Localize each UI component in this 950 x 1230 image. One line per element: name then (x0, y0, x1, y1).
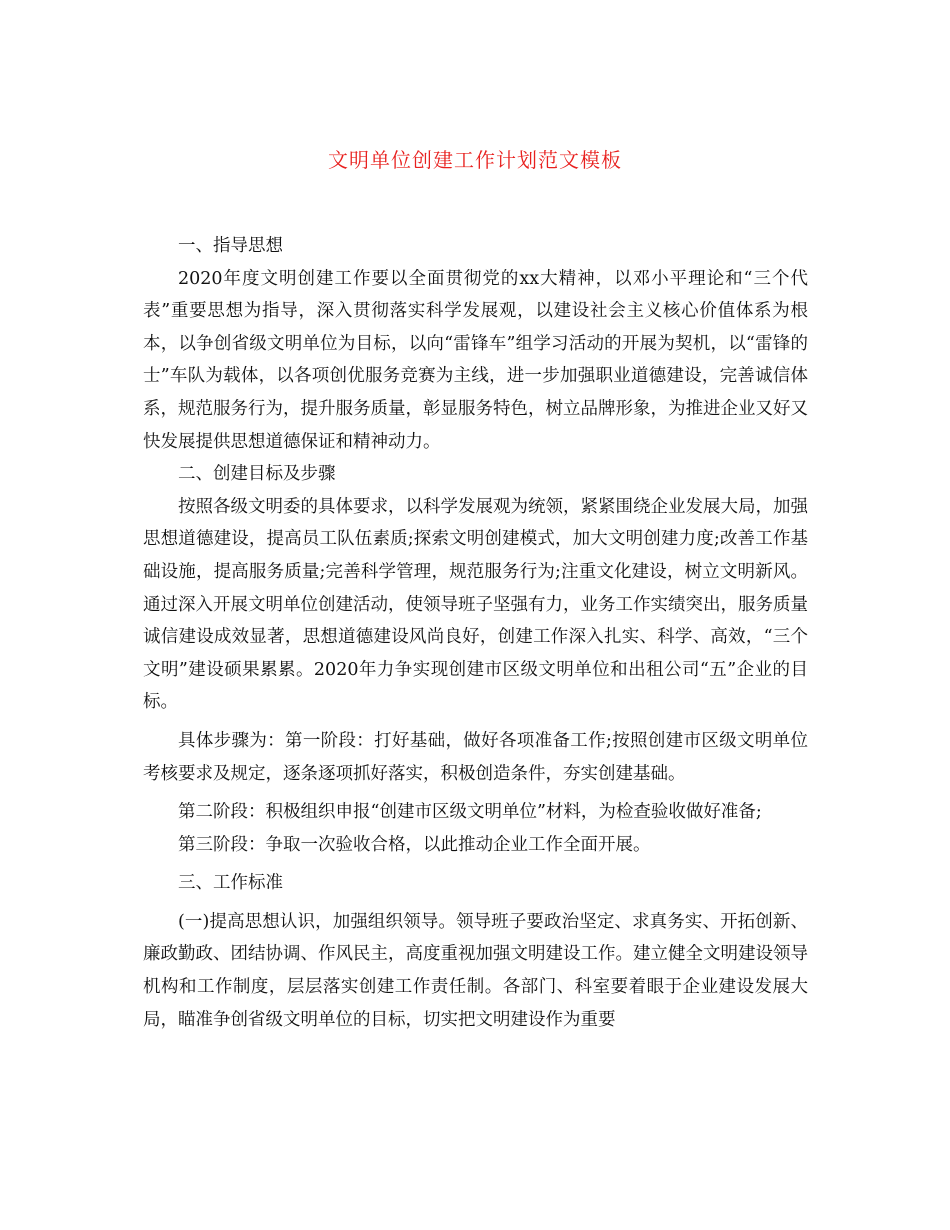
paragraph-goals: 按照各级文明委的具体要求，以科学发展观为统领，紧紧围绕企业发展大局，加强思想道德建设，提高员工队伍素质;探索文明创建模式，加大文明创建力度;改善工作基础设施，提高服务质量;完善科学管理，规范服务行为;注重文化建设，树立文明新风。通过深入开展文明单位创建活动，使领导班子坚强有力，业务工作实绩突出，服务质量诚信建设成效显著，思想道德建设风尚良好，创建工作深入扎实、科学、高效，“三个文明”建设硕果累累。2020年力争实现创建市区级文明单位和出租公司“五”企业的目标。 (143, 496, 808, 713)
document-body (143, 230, 808, 1036)
paragraph-stage-three: 第三阶段：争取一次验收合格，以此推动企业工作全面开展。 (178, 834, 651, 855)
heading-work-standards: 三、工作标准 (178, 873, 283, 894)
paragraph-stage-two: 第二阶段：积极组织申报“创建市区级文明单位”材料，为检查验收做好准备; (178, 802, 762, 823)
heading-guiding-ideology: 一、指导思想 (178, 236, 283, 256)
paragraph-guiding-ideology: 2020年度文明创建工作要以全面贯彻党的xx大精神，以邓小平理论和“三个代表”重要思想为指导，深入贯彻落实科学发展观，以建设社会主义核心价值体系为根本，以争创省级文明单位为目标，以向“雷锋车”组学习活动的开展为契机，以“雷锋的士”车队为载体，以各项创优服务竞赛为主线，进一步加强职业道德建设，完善诚信体系，规范服务行为，提升服务质量，彰显服务特色，树立品牌形象，为推进企业又好又快发展提供思想道德保证和精神动力。 (143, 268, 808, 452)
heading-goals-and-steps: 二、创建目标及步骤 (178, 464, 336, 485)
paragraph-steps-stage-one: 具体步骤为：第一阶段：打好基础，做好各项准备工作;按照创建市区级文明单位考核要求及规定，逐条逐项抓好落实，积极创造条件，夯实创建基础。 (143, 730, 808, 784)
document-title: 文明单位创建工作计划范文模板 (328, 148, 622, 172)
paragraph-standard-one: (一)提高思想认识，加强组织领导。领导班子要政治坚定、求真务实、开拓创新、廉政勤政、团结协调、作风民主，高度重视加强文明建设工作。建立健全文明建设领导机构和工作制度，层层落实创建工作责任制。各部门、科室要着眼于企业建设发展大局，瞄准争创省级文明单位的目标，切实把文明建设作为重要 (143, 911, 808, 1030)
